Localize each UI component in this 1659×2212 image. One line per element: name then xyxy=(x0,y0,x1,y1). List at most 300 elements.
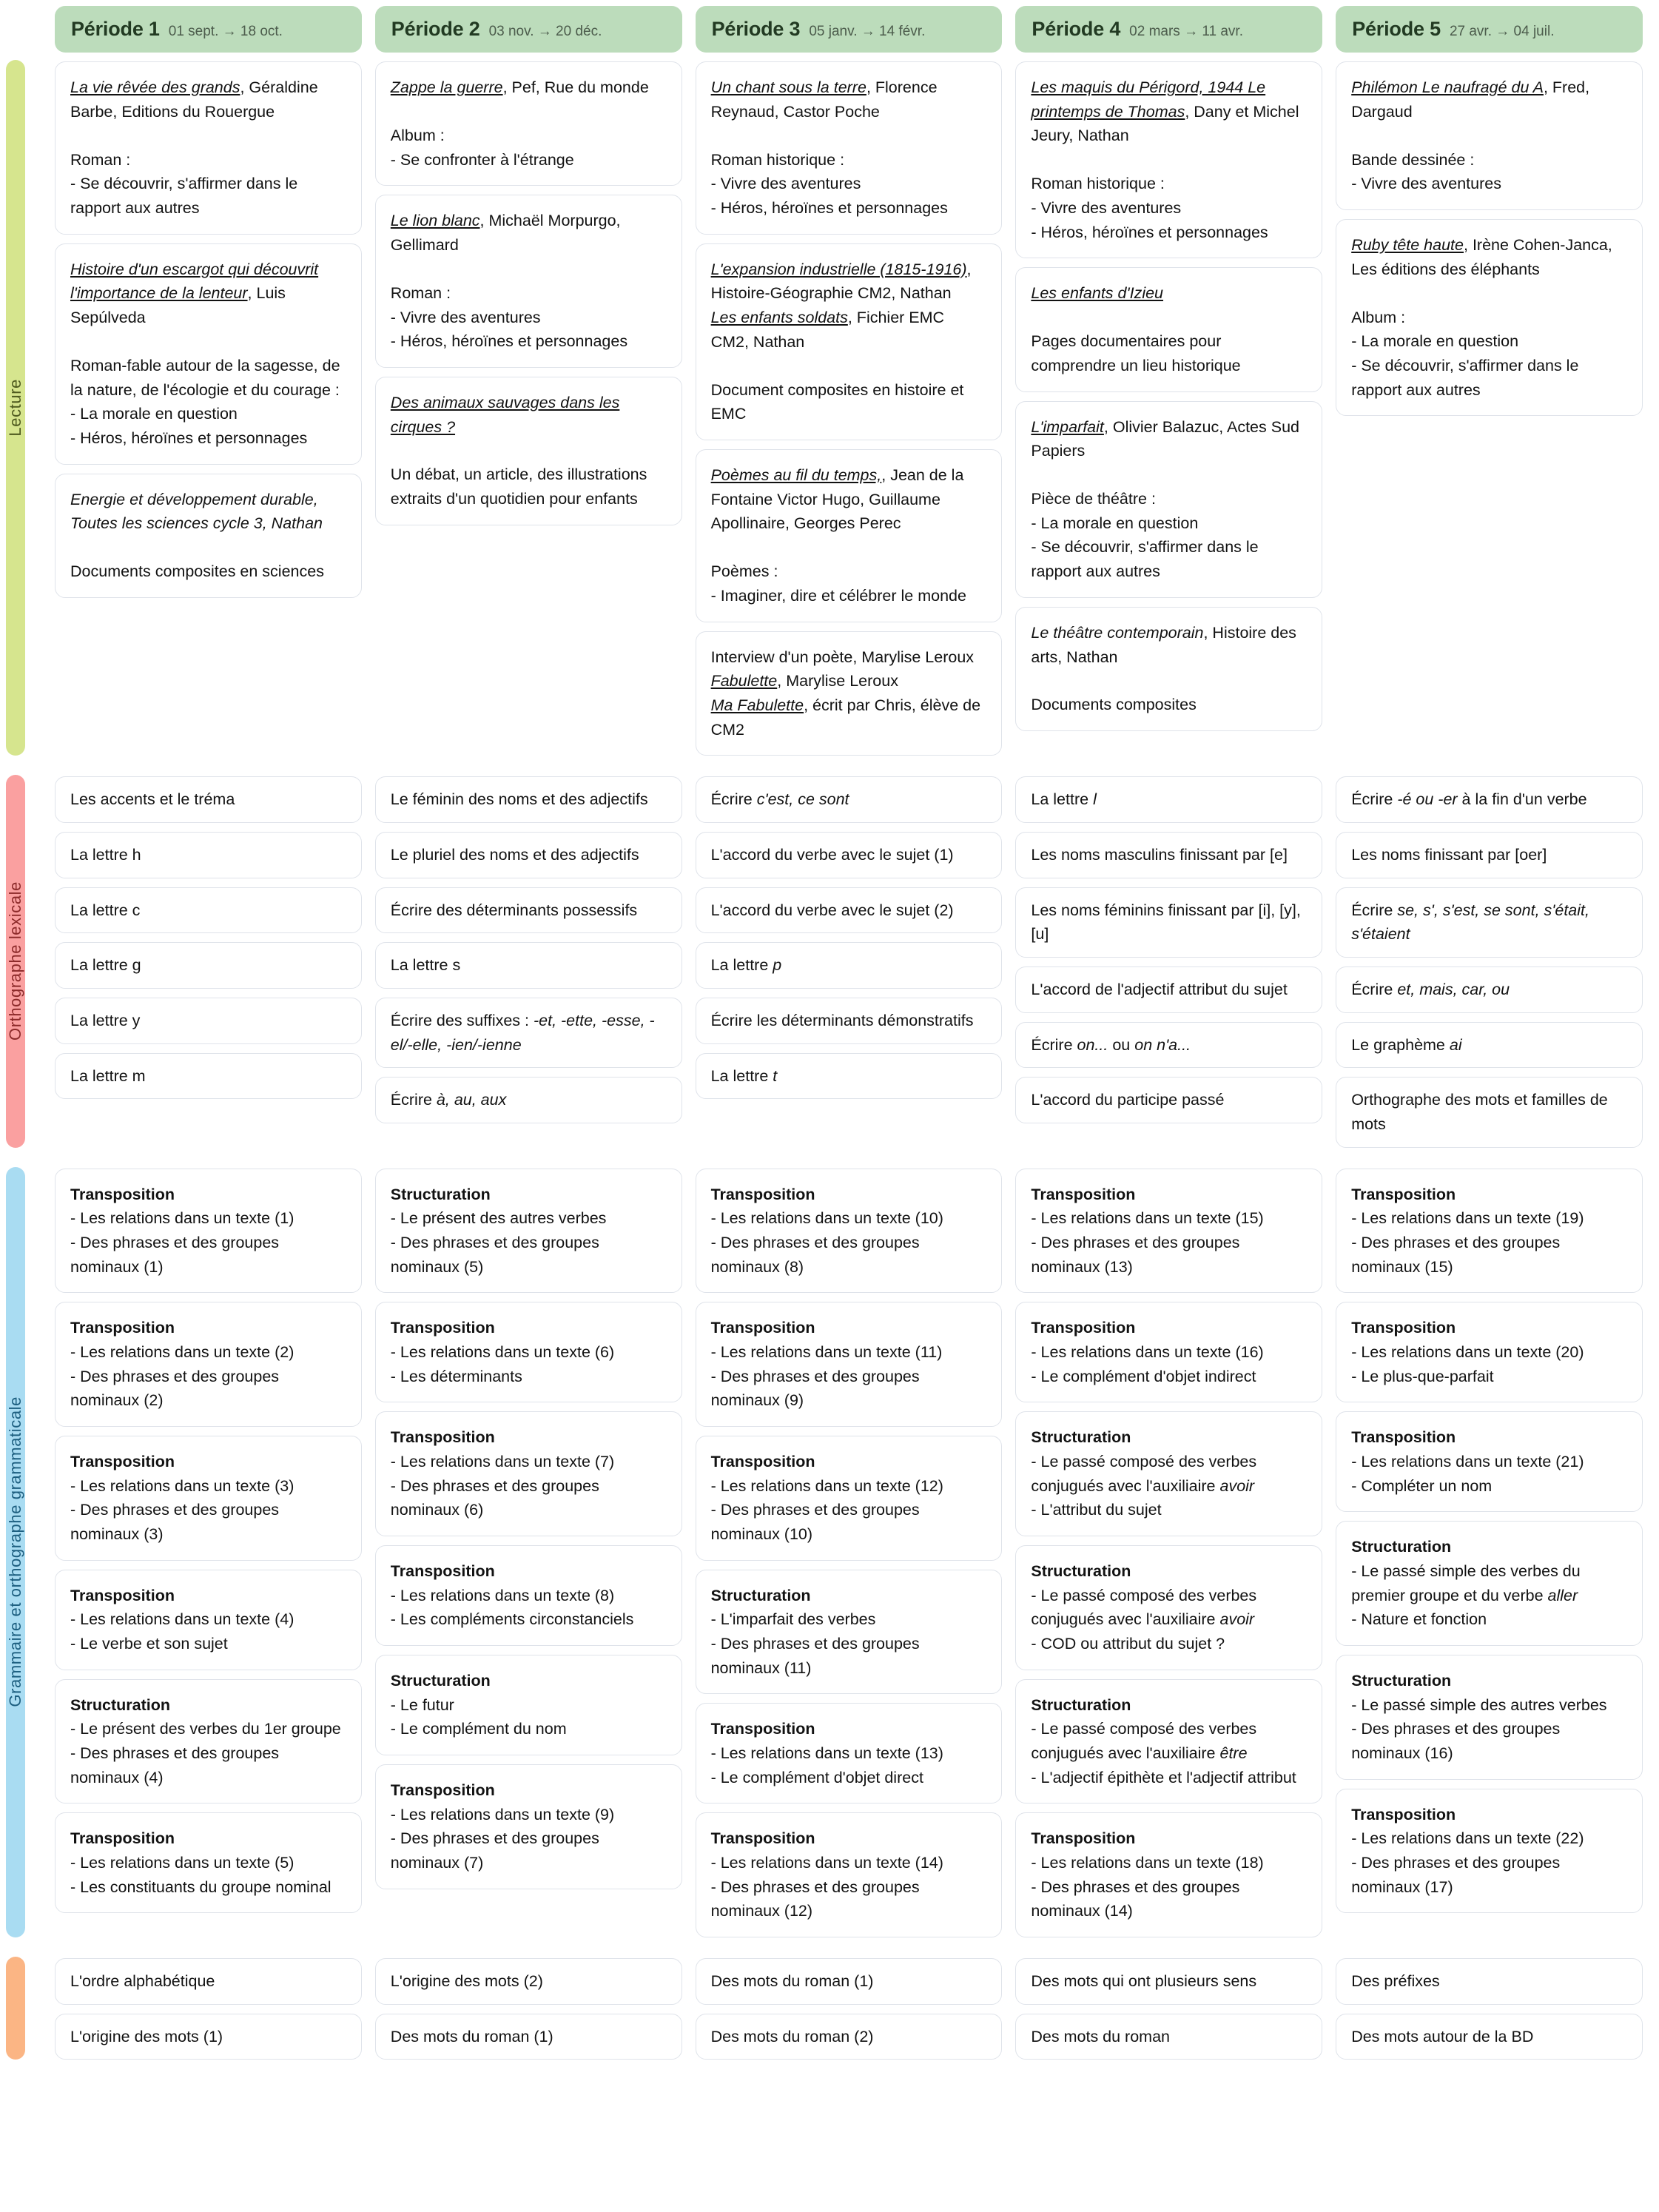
period-column-5 xyxy=(1336,1957,1643,2060)
card-line xyxy=(711,1231,987,1279)
card-text: Documents composites en sciences xyxy=(70,562,324,581)
content-card[interactable] xyxy=(1015,1679,1322,1804)
card-spacer xyxy=(391,100,667,124)
content-card[interactable] xyxy=(375,1764,682,1889)
content-card[interactable] xyxy=(696,631,1003,756)
card-text: , Marylise Leroux xyxy=(777,672,898,690)
content-card[interactable] xyxy=(1015,967,1322,1013)
card-text: Album : xyxy=(390,126,445,144)
emphasis-text: l xyxy=(1093,790,1097,809)
card-text: Album : xyxy=(1351,308,1406,326)
card-line xyxy=(1031,1206,1307,1231)
content-card[interactable] xyxy=(375,1655,682,1755)
content-card[interactable] xyxy=(1015,607,1322,731)
content-card[interactable] xyxy=(696,449,1003,622)
card-body xyxy=(1351,1425,1627,1498)
card-heading: Transposition xyxy=(1031,1185,1136,1203)
section-rail-wrap xyxy=(0,775,41,1147)
content-card[interactable] xyxy=(696,887,1003,934)
period-dates: 03 nov. → 20 déc. xyxy=(488,24,602,39)
content-card[interactable] xyxy=(55,1169,362,1294)
card-line xyxy=(1031,329,1307,377)
period-column-2 xyxy=(375,775,682,1147)
card-body xyxy=(711,1450,987,1547)
period-column-1 xyxy=(55,1167,362,1937)
card-line xyxy=(1351,1717,1627,1765)
period-title: Période 3 xyxy=(711,18,801,40)
card-text: - Des phrases et des groupes nominaux (2) xyxy=(70,1367,280,1410)
card-text: Pages documentaires pour comprendre un lieu historique xyxy=(1031,332,1241,374)
content-card[interactable] xyxy=(1015,2014,1322,2060)
card-line xyxy=(1031,221,1307,245)
card-line xyxy=(711,1741,987,1766)
card-text: - Le complément d'objet indirect xyxy=(1031,1367,1256,1385)
card-text: Le féminin des noms et des adjectifs xyxy=(390,790,648,809)
card-text: - L'attribut du sujet xyxy=(1031,1501,1162,1519)
content-card[interactable] xyxy=(696,832,1003,878)
card-text: - Des phrases et des groupes nominaux (8) xyxy=(710,1233,920,1276)
card-body xyxy=(711,2025,874,2049)
card-text: Roman : xyxy=(70,150,131,169)
content-card[interactable] xyxy=(375,1077,682,1123)
work-title: Zappe la guerre xyxy=(390,78,503,96)
card-body xyxy=(70,843,141,867)
card-text: - Des phrases et des groupes nominaux (17) xyxy=(1351,1854,1561,1896)
card-line xyxy=(1031,1183,1307,1207)
content-card[interactable] xyxy=(375,377,682,525)
card-text: Roman : xyxy=(390,283,451,302)
card-text: - Les relations dans un texte (4) xyxy=(70,1610,295,1629)
work-title: L'imparfait xyxy=(1031,417,1104,436)
card-text: - Nature et fonction xyxy=(1351,1610,1487,1629)
card-line xyxy=(1351,1693,1627,1718)
content-card[interactable] xyxy=(55,942,362,989)
work-title: Des animaux sauvages dans les cirques ? xyxy=(390,393,620,436)
content-card[interactable] xyxy=(375,2014,682,2060)
section-rail xyxy=(6,1957,25,2060)
card-line xyxy=(391,1693,667,1718)
content-card[interactable] xyxy=(375,776,682,823)
card-line xyxy=(1351,75,1627,124)
card-line xyxy=(1031,843,1288,867)
card-line xyxy=(1031,787,1096,812)
card-body xyxy=(711,645,987,742)
card-text: - Des phrases et des groupes nominaux (13) xyxy=(1031,1233,1240,1276)
card-text: - Les déterminants xyxy=(390,1367,522,1385)
content-card[interactable] xyxy=(696,776,1003,823)
content-card[interactable] xyxy=(1015,887,1322,958)
period-chip-4[interactable] xyxy=(1015,6,1322,53)
content-card[interactable] xyxy=(1015,267,1322,391)
card-text: - Le passé composé des verbes conjugués avec l'auxiliaire xyxy=(1031,1452,1257,1495)
card-heading: Transposition xyxy=(710,1319,815,1337)
card-text: - Les relations dans un texte (21) xyxy=(1351,1452,1584,1470)
content-card[interactable] xyxy=(375,887,682,934)
card-line xyxy=(1351,1803,1627,1827)
emphasis-text: p xyxy=(773,956,782,975)
card-line xyxy=(711,148,987,172)
content-card[interactable] xyxy=(696,1169,1003,1294)
card-text: - Des phrases et des groupes nominaux (5) xyxy=(390,1233,599,1276)
content-card[interactable] xyxy=(696,2014,1003,2060)
period-column-4 xyxy=(1015,775,1322,1147)
content-card[interactable] xyxy=(1015,61,1322,258)
content-card[interactable] xyxy=(696,1436,1003,1561)
card-line xyxy=(391,1607,667,1632)
card-heading: Transposition xyxy=(1031,1319,1136,1337)
card-text: Les accents et le tréma xyxy=(70,790,235,809)
card-line xyxy=(1351,843,1547,867)
card-text: - Les relations dans un texte (3) xyxy=(70,1476,295,1495)
card-body xyxy=(391,209,667,354)
content-card[interactable] xyxy=(696,1570,1003,1695)
card-text: - Se découvrir, s'affirmer dans le rapport aux autres xyxy=(1351,356,1579,399)
content-card[interactable] xyxy=(1336,2014,1643,2060)
content-card[interactable] xyxy=(1336,832,1643,878)
content-card[interactable] xyxy=(55,1436,362,1561)
card-body xyxy=(391,843,639,867)
content-card[interactable] xyxy=(55,243,362,465)
card-body xyxy=(391,391,667,511)
card-body xyxy=(70,1584,346,1656)
card-text: - Des phrases et des groupes nominaux (15) xyxy=(1351,1233,1561,1276)
period-chip-5[interactable] xyxy=(1336,6,1643,53)
card-line xyxy=(70,1340,346,1365)
content-card[interactable] xyxy=(375,1958,682,2005)
card-body xyxy=(1031,1088,1224,1112)
card-line xyxy=(1351,172,1627,196)
card-text: - L'adjectif épithète et l'adjectif attribut xyxy=(1031,1768,1296,1786)
period-chip-2[interactable] xyxy=(375,6,682,53)
card-text: - Les constituants du groupe nominal xyxy=(70,1877,332,1896)
content-card[interactable] xyxy=(696,1812,1003,1937)
content-card[interactable] xyxy=(696,1053,1003,1100)
card-text: - Des phrases et des groupes nominaux (4) xyxy=(70,1744,280,1786)
card-body xyxy=(70,1826,346,1899)
card-text: Écrire xyxy=(1351,901,1398,919)
content-card[interactable] xyxy=(696,1958,1003,2005)
card-body xyxy=(391,1559,667,1632)
section-rail-wrap xyxy=(0,1957,41,2060)
card-line xyxy=(1351,1450,1627,1474)
content-card[interactable] xyxy=(1336,887,1643,958)
card-text: - Le passé simple des autres verbes xyxy=(1351,1695,1607,1714)
card-line xyxy=(711,258,987,306)
period-column-1 xyxy=(55,60,362,756)
card-heading: Transposition xyxy=(1031,1829,1136,1848)
period-chip-3[interactable] xyxy=(696,6,1003,53)
card-line xyxy=(70,1741,346,1789)
content-card[interactable] xyxy=(55,832,362,878)
card-line xyxy=(70,1316,346,1340)
card-line xyxy=(1351,1851,1627,1899)
card-line xyxy=(1351,306,1627,330)
card-line xyxy=(1031,898,1307,947)
card-text: - Les relations dans un texte (16) xyxy=(1031,1342,1264,1361)
period-column-2 xyxy=(375,60,682,756)
content-card[interactable] xyxy=(1336,61,1643,210)
card-body xyxy=(1351,1535,1627,1632)
card-body xyxy=(711,953,782,978)
section-label: Lecture xyxy=(6,379,24,437)
card-line xyxy=(711,1206,987,1231)
card-text: L'accord de l'adjectif attribut du sujet xyxy=(1031,980,1288,998)
content-card[interactable] xyxy=(1015,776,1322,823)
card-text: L'accord du verbe avec le sujet (2) xyxy=(710,901,954,919)
content-card[interactable] xyxy=(696,942,1003,989)
content-card[interactable] xyxy=(1336,1521,1643,1646)
card-text: - Les relations dans un texte (6) xyxy=(390,1342,615,1361)
card-line xyxy=(391,1183,667,1207)
card-text: , Fichier EMC CM2, Nathan xyxy=(710,308,945,351)
card-line xyxy=(1031,621,1307,669)
card-text: Écrire les déterminants démonstratifs xyxy=(710,1011,974,1029)
content-card[interactable] xyxy=(1015,1022,1322,1069)
card-line xyxy=(1351,1559,1627,1607)
card-line xyxy=(1031,1875,1307,1923)
card-body xyxy=(70,787,235,812)
content-card[interactable] xyxy=(1336,967,1643,1013)
content-card[interactable] xyxy=(55,1053,362,1100)
content-card[interactable] xyxy=(1015,1169,1322,1294)
content-card[interactable] xyxy=(1336,1958,1643,2005)
card-line xyxy=(711,1607,987,1632)
content-card[interactable] xyxy=(1336,776,1643,823)
period-title: Période 2 xyxy=(391,18,480,40)
period-title: Période 5 xyxy=(1352,18,1441,40)
card-body xyxy=(1351,787,1586,812)
content-card[interactable] xyxy=(375,1169,682,1294)
card-text: - Le plus-que-parfait xyxy=(1351,1367,1494,1385)
content-card[interactable] xyxy=(55,61,362,235)
card-line xyxy=(391,1717,667,1741)
period-dates: 27 avr. → 04 juil. xyxy=(1449,24,1555,39)
card-body xyxy=(70,2025,223,2049)
header-rail-spacer xyxy=(0,6,41,53)
content-card[interactable] xyxy=(55,1679,362,1804)
content-card[interactable] xyxy=(375,61,682,186)
emphasis-text: Le théâtre contemporain xyxy=(1031,623,1204,642)
card-line xyxy=(711,1875,987,1923)
content-card[interactable] xyxy=(1336,1169,1643,1294)
period-dates: 02 mars → 11 avr. xyxy=(1129,24,1243,39)
content-card[interactable] xyxy=(375,195,682,368)
content-card[interactable] xyxy=(1336,1022,1643,1069)
card-line xyxy=(711,2025,874,2049)
card-line xyxy=(711,1450,987,1474)
content-card[interactable] xyxy=(696,998,1003,1044)
card-line xyxy=(70,1632,346,1656)
card-text: Roman historique : xyxy=(1031,175,1165,193)
card-line xyxy=(70,1969,215,1994)
card-spacer xyxy=(70,536,346,559)
card-body xyxy=(1351,1183,1627,1280)
content-card[interactable] xyxy=(696,243,1003,440)
content-card[interactable] xyxy=(1015,1545,1322,1670)
work-title: Les maquis du Périgord, 1944 Le printemps de Thomas xyxy=(1031,78,1266,121)
card-line xyxy=(1351,1340,1627,1365)
card-line xyxy=(1031,1498,1307,1522)
card-line xyxy=(711,1183,987,1207)
card-heading: Transposition xyxy=(70,1586,175,1604)
work-title: Ma Fabulette xyxy=(710,696,804,714)
content-card[interactable] xyxy=(1015,1411,1322,1536)
card-line xyxy=(711,196,987,221)
card-text: - Vivre des aventures xyxy=(1031,198,1182,217)
card-line xyxy=(1351,1425,1627,1450)
card-line xyxy=(391,281,667,306)
content-card[interactable] xyxy=(55,887,362,934)
card-heading: Structuration xyxy=(1031,1561,1131,1580)
card-body xyxy=(70,1969,215,1994)
content-card[interactable] xyxy=(55,1570,362,1670)
card-body xyxy=(1351,978,1510,1002)
card-text: - Le futur xyxy=(390,1695,454,1714)
emphasis-text: être xyxy=(1219,1744,1248,1762)
period-column-4 xyxy=(1015,1167,1322,1937)
emphasis-text: c'est, ce sont xyxy=(756,790,849,809)
card-text: - Des phrases et des groupes nominaux (1) xyxy=(70,1233,280,1276)
content-card[interactable] xyxy=(375,998,682,1068)
card-body xyxy=(70,75,346,221)
content-card[interactable] xyxy=(1015,1812,1322,1937)
card-spacer xyxy=(70,124,346,147)
content-card[interactable] xyxy=(1336,1302,1643,1402)
card-body xyxy=(1031,281,1307,377)
content-card[interactable] xyxy=(1336,1789,1643,1914)
card-text: Écrire xyxy=(1351,980,1398,998)
content-card[interactable] xyxy=(375,1545,682,1646)
card-line xyxy=(1031,1559,1307,1584)
card-line xyxy=(1031,196,1307,221)
card-text: , Irène Cohen-Janca, Les éditions des éléphants xyxy=(1351,235,1612,278)
content-card[interactable] xyxy=(375,942,682,989)
content-card[interactable] xyxy=(55,474,362,598)
content-card[interactable] xyxy=(1336,1411,1643,1512)
content-card[interactable] xyxy=(1015,401,1322,598)
emphasis-text: et, mais, car, ou xyxy=(1397,980,1510,998)
content-card[interactable] xyxy=(55,1812,362,1913)
period-dates: 01 sept. → 18 oct. xyxy=(168,24,283,39)
section-rail-wrap xyxy=(0,60,41,756)
content-card[interactable] xyxy=(55,2014,362,2060)
card-line xyxy=(70,1693,346,1718)
card-line xyxy=(70,2025,223,2049)
card-line xyxy=(391,1826,667,1875)
card-spacer xyxy=(711,354,987,377)
card-body xyxy=(711,258,987,426)
card-body xyxy=(1031,1183,1307,1280)
card-text: - Les relations dans un texte (19) xyxy=(1351,1209,1584,1228)
period-chip-1[interactable] xyxy=(55,6,362,53)
card-body xyxy=(70,1183,346,1280)
card-line xyxy=(391,391,667,439)
card-text: - Les compléments circonstanciels xyxy=(390,1610,634,1629)
content-card[interactable] xyxy=(55,1302,362,1427)
card-body xyxy=(1351,1088,1627,1136)
content-card[interactable] xyxy=(1336,1655,1643,1780)
card-line xyxy=(70,1206,346,1231)
card-heading: Structuration xyxy=(1031,1428,1131,1447)
period-column-5 xyxy=(1336,1167,1643,1937)
card-line xyxy=(391,1009,667,1057)
card-heading: Transposition xyxy=(70,1185,175,1203)
card-line xyxy=(70,953,141,978)
content-card[interactable] xyxy=(696,1302,1003,1427)
content-card[interactable] xyxy=(1015,1077,1322,1123)
content-card[interactable] xyxy=(1015,1958,1322,2005)
content-card[interactable] xyxy=(55,998,362,1044)
card-line xyxy=(1031,1088,1224,1112)
content-card[interactable] xyxy=(1336,219,1643,416)
card-spacer xyxy=(391,258,667,281)
card-text: L'origine des mots (2) xyxy=(390,1972,543,1991)
card-line xyxy=(711,1584,987,1608)
content-card[interactable] xyxy=(55,776,362,823)
card-heading: Structuration xyxy=(70,1695,170,1714)
card-spacer xyxy=(70,330,346,354)
card-line xyxy=(711,645,987,670)
card-line xyxy=(391,1316,667,1340)
content-card[interactable] xyxy=(696,1703,1003,1803)
period-column-2 xyxy=(375,1957,682,2060)
card-body xyxy=(1351,1316,1627,1388)
content-card[interactable] xyxy=(55,1958,362,2005)
card-body xyxy=(70,1064,146,1089)
content-card[interactable] xyxy=(375,1302,682,1402)
work-title: Ruby tête haute xyxy=(1351,235,1464,254)
card-text: La lettre h xyxy=(70,845,141,864)
card-text: - Héros, héroïnes et personnages xyxy=(390,332,628,351)
card-heading: Transposition xyxy=(70,1319,175,1337)
card-line xyxy=(70,843,141,867)
content-card[interactable] xyxy=(375,1411,682,1536)
card-text: - Les relations dans un texte (1) xyxy=(70,1209,295,1228)
card-text: - Les relations dans un texte (10) xyxy=(710,1209,943,1228)
card-text: Écrire des déterminants possessifs xyxy=(390,901,638,919)
card-line xyxy=(1031,1340,1307,1365)
card-line xyxy=(70,1474,346,1499)
card-line xyxy=(70,1231,346,1279)
card-line xyxy=(711,584,987,608)
card-line xyxy=(1031,511,1307,536)
card-body xyxy=(391,1009,667,1057)
period-column-1 xyxy=(55,1957,362,2060)
emphasis-text: aller xyxy=(1547,1586,1578,1604)
content-card[interactable] xyxy=(1336,1077,1643,1147)
content-card[interactable] xyxy=(375,832,682,878)
content-card[interactable] xyxy=(696,61,1003,235)
card-line xyxy=(711,1365,987,1413)
card-line xyxy=(391,148,667,172)
card-text: Les noms féminins finissant par [i], [y], [u] xyxy=(1031,901,1301,944)
card-line xyxy=(70,1875,346,1900)
card-heading: Transposition xyxy=(1351,1185,1456,1203)
card-line xyxy=(70,1009,140,1033)
card-text: La lettre xyxy=(1031,790,1094,809)
card-line xyxy=(711,953,782,978)
content-card[interactable] xyxy=(1015,832,1322,878)
card-text: Le graphème xyxy=(1351,1035,1450,1054)
card-text: , Géraldine Barbe, Editions du Rouergue xyxy=(70,78,318,121)
card-line xyxy=(391,1340,667,1365)
card-body xyxy=(1351,2025,1533,2049)
content-card[interactable] xyxy=(1015,1302,1322,1402)
card-line xyxy=(1031,1717,1307,1765)
period-dates: 05 janv. → 14 févr. xyxy=(809,24,926,39)
card-line xyxy=(70,1717,346,1741)
card-line xyxy=(1031,1316,1307,1340)
